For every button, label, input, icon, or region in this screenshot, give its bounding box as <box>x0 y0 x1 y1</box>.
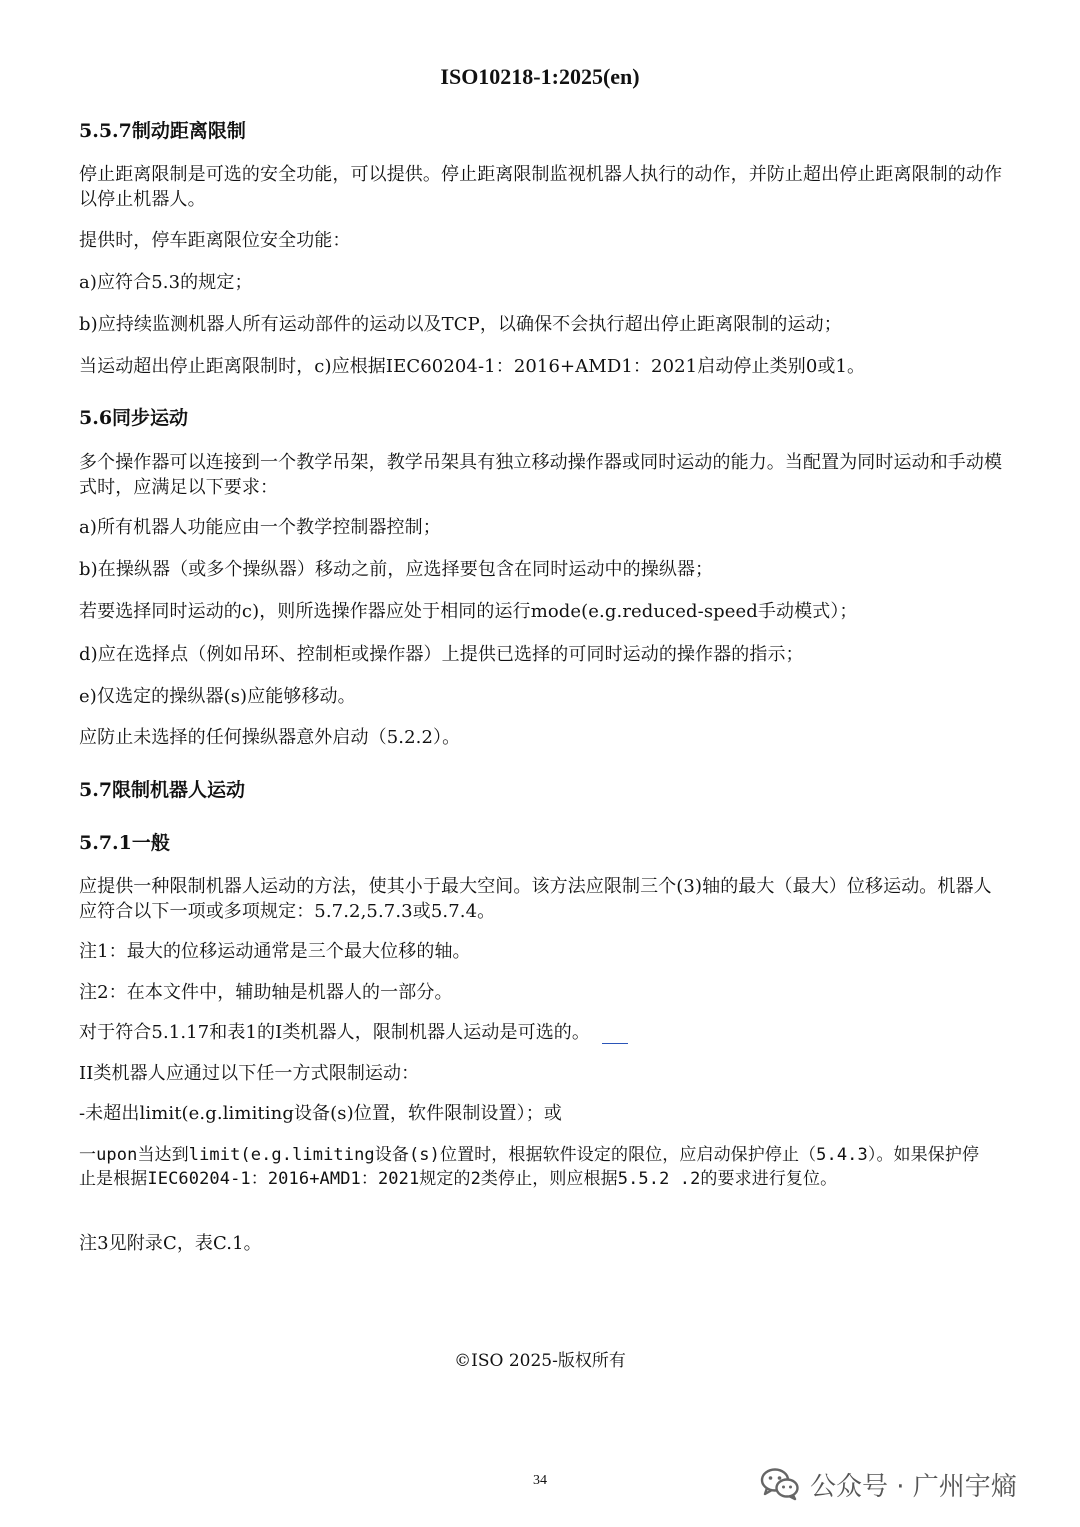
list-item: 当运动超出停止距离限制时，c)应根据IEC60204-1：2016+AMD1：2021启动停止类别0或1。 <box>79 356 866 377</box>
list-item: -未超出limit(e.g.limiting设备(s)位置，软件限制设置）；或 <box>79 1103 562 1124</box>
section-heading-5-7-1: 5.7.1一般 <box>79 832 170 854</box>
list-item: e)仅选定的操纵器(s)应能够移动。 <box>79 686 356 707</box>
copyright-footer: ©ISO 2025-版权所有 <box>454 1351 626 1371</box>
section-heading-5-7: 5.7限制机器人运动 <box>79 779 246 801</box>
paragraph <box>79 1020 1004 1045</box>
list-item: d)应在选择点（例如吊环、控制柜或操作器）上提供已选择的可同时运动的操作器的指示； <box>79 644 804 665</box>
list-item: b)在操纵器（或多个操纵器）移动之前，应选择要包含在同时运动中的操纵器； <box>79 559 714 580</box>
document-title: ISO10218-1:2025(en) <box>440 64 640 89</box>
paragraph: 应提供一种限制机器人运动的方法，使其小于最大空间。该方法应限制三个(3)轴的最大（最大）位移运动。机器人应符合以下一项或多项规定：5.7.2,5.7.3或5.7.4。 <box>79 876 992 922</box>
list-item: a)应符合5.3的规定； <box>79 272 253 293</box>
note: 注2：在本文件中，辅助轴是机器人的一部分。 <box>79 982 453 1003</box>
list-item: 一upon当达到limit(e.g.limiting设备(s)位置时，根据软件设定的限位，应启动保护停止（5.4.3）。如果保护停止是根据IEC60204-1：2016+AMD1：2021规定的2类停止，则应根据5.5.2 .2的要求进行复位。 <box>79 1145 980 1189</box>
watermark <box>760 1462 1017 1506</box>
list-item: a)所有机器人功能应由一个教学控制器控制； <box>79 517 441 538</box>
paragraph: 提供时，停车距离限位安全功能： <box>79 230 351 251</box>
section-heading-5-5-7: 5.5.7制动距离限制 <box>79 120 246 142</box>
watermark-text: 公众号 · 广州宇熵 <box>810 1471 1017 1502</box>
section-heading-5-6: 5.6同步运动 <box>79 407 189 429</box>
paragraph-text: 对于符合5.1.17和表1的I类机器人，限制机器人运动是可选的。 <box>79 1022 591 1043</box>
paragraph: II类机器人应通过以下任一方式限制运动： <box>79 1063 420 1084</box>
link-underline[interactable] <box>602 1043 628 1044</box>
list-item: b)应持续监测机器人所有运动部件的运动以及TCP，以确保不会执行超出停止距离限制的运动； <box>79 314 842 335</box>
paragraph: 应防止未选择的任何操纵器意外启动（5.2.2）。 <box>79 727 461 748</box>
page-number: 34 <box>533 1473 547 1488</box>
note: 注1：最大的位移运动通常是三个最大位移的轴。 <box>79 941 471 962</box>
note: 注3见附录C，表C.1。 <box>79 1233 262 1254</box>
paragraph: 多个操作器可以连接到一个教学吊架，教学吊架具有独立移动操作器或同时运动的能力。当配置为同时运动和手动模式时，应满足以下要求： <box>79 452 1003 498</box>
wechat-icon <box>760 1467 800 1501</box>
list-item: 若要选择同时运动的c)，则所选操作器应处于相同的运行mode(e.g.reduced-speed手动模式）； <box>79 601 858 622</box>
paragraph: 停止距离限制是可选的安全功能，可以提供。停止距离限制监视机器人执行的动作，并防止超出停止距离限制的动作以停止机器人。 <box>79 164 1003 210</box>
